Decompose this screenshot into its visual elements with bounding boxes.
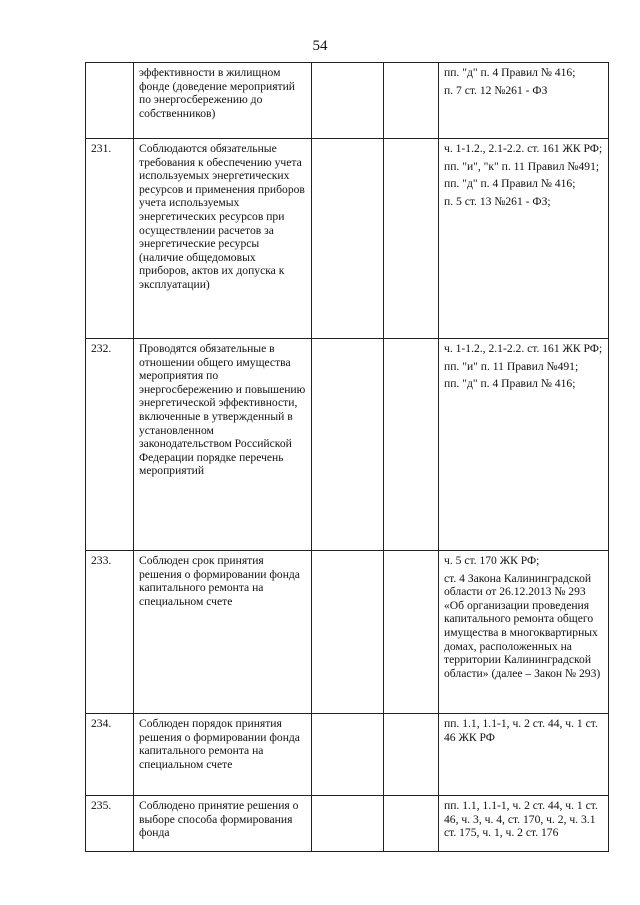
requirement-text: Соблюден срок принятия решения о формировании фонда капитального ремонта на специальном счете [134, 551, 312, 714]
reference-line: пп. 1.1, 1.1-1, ч. 2 ст. 44, ч. 1 ст. 46, ч. 3, ч. 4, ст. 170, ч. 2, ч. 3.1 ст. 175, ч. 1, ч. 2 ст. 176 [444, 799, 598, 840]
answer-no-cell [384, 63, 439, 139]
reference-line: пп. "и" п. 11 Правил №491; [444, 359, 579, 373]
reference-line: п. 7 ст. 12 №261 - ФЗ [444, 83, 548, 97]
reference-line: п. 5 ст. 13 №261 - ФЗ; [444, 194, 551, 208]
answer-yes-cell [312, 796, 384, 852]
row-number: 235. [86, 796, 134, 852]
answer-yes-cell [312, 63, 384, 139]
reference-line: ч. 1-1.2., 2.1-2.2. ст. 161 ЖК РФ; [444, 342, 603, 355]
legal-references [439, 63, 609, 139]
reference-line: пп. "д" п. 4 Правил № 416; [444, 66, 576, 79]
answer-yes-cell [312, 551, 384, 714]
legal-references [439, 551, 609, 714]
reference-line: пп. 1.1, 1.1-1, ч. 2 ст. 44, ч. 1 ст. 46 ЖК РФ [444, 717, 598, 744]
reference-line: ст. 4 Закона Калининградской области от 26.12.2013 № 293 «Об организации проведения капитального ремонта общего имущества в многоквартирных домах, расположенных на территории Калининградской области» (далее – Закон № 293) [444, 571, 601, 680]
legal-references [439, 139, 609, 339]
answer-no-cell [384, 714, 439, 796]
row-number: 231. [86, 139, 134, 339]
answer-yes-cell [312, 339, 384, 551]
answer-no-cell [384, 339, 439, 551]
requirements-table [85, 62, 609, 852]
answer-yes-cell [312, 714, 384, 796]
answer-no-cell [384, 796, 439, 852]
row-number: 233. [86, 551, 134, 714]
row-number [86, 63, 134, 139]
page-number: 54 [312, 38, 328, 54]
requirement-text: Соблюдено принятие решения о выборе способа формирования фонда [134, 796, 312, 852]
reference-line: пп. "д" п. 4 Правил № 416; [444, 177, 576, 191]
table-row [86, 63, 609, 139]
legal-references [439, 714, 609, 796]
reference-line: ч. 1-1.2., 2.1-2.2. ст. 161 ЖК РФ; [444, 142, 603, 155]
table-row [86, 551, 609, 714]
row-number: 232. [86, 339, 134, 551]
answer-no-cell [384, 139, 439, 339]
reference-line: пп. "и", "к" п. 11 Правил №491; [444, 159, 600, 173]
legal-references [439, 796, 609, 852]
table-row [86, 339, 609, 551]
table-row [86, 714, 609, 796]
table-row [86, 139, 609, 339]
answer-yes-cell [312, 139, 384, 339]
legal-references [439, 339, 609, 551]
requirement-text: Соблюдаются обязательные требования к обеспечению учета используемых энергетических ресурсов и применения приборов учета используемых энергетических ресурсов при осуществлении расчетов за энергетические ресурсы (наличие общедомовых приборов, актов их допуска к эксплуатации) [134, 139, 312, 339]
reference-line: ч. 5 ст. 170 ЖК РФ; [444, 554, 540, 567]
requirement-text: эффективности в жилищном фонде (доведение мероприятий по энергосбережению до собственников) [134, 63, 312, 139]
reference-line: пп. "д" п. 4 Правил № 416; [444, 377, 576, 391]
answer-no-cell [384, 551, 439, 714]
requirement-text: Проводятся обязательные в отношении общего имущества мероприятия по энергосбережению и повышению энергетической эффективности, включенные в утвержденный в установленном законодательством Российской Федерации порядке перечень мероприятий [134, 339, 312, 551]
table-row [86, 796, 609, 852]
requirement-text: Соблюден порядок принятия решения о формировании фонда капитального ремонта на специальном счете [134, 714, 312, 796]
row-number: 234. [86, 714, 134, 796]
